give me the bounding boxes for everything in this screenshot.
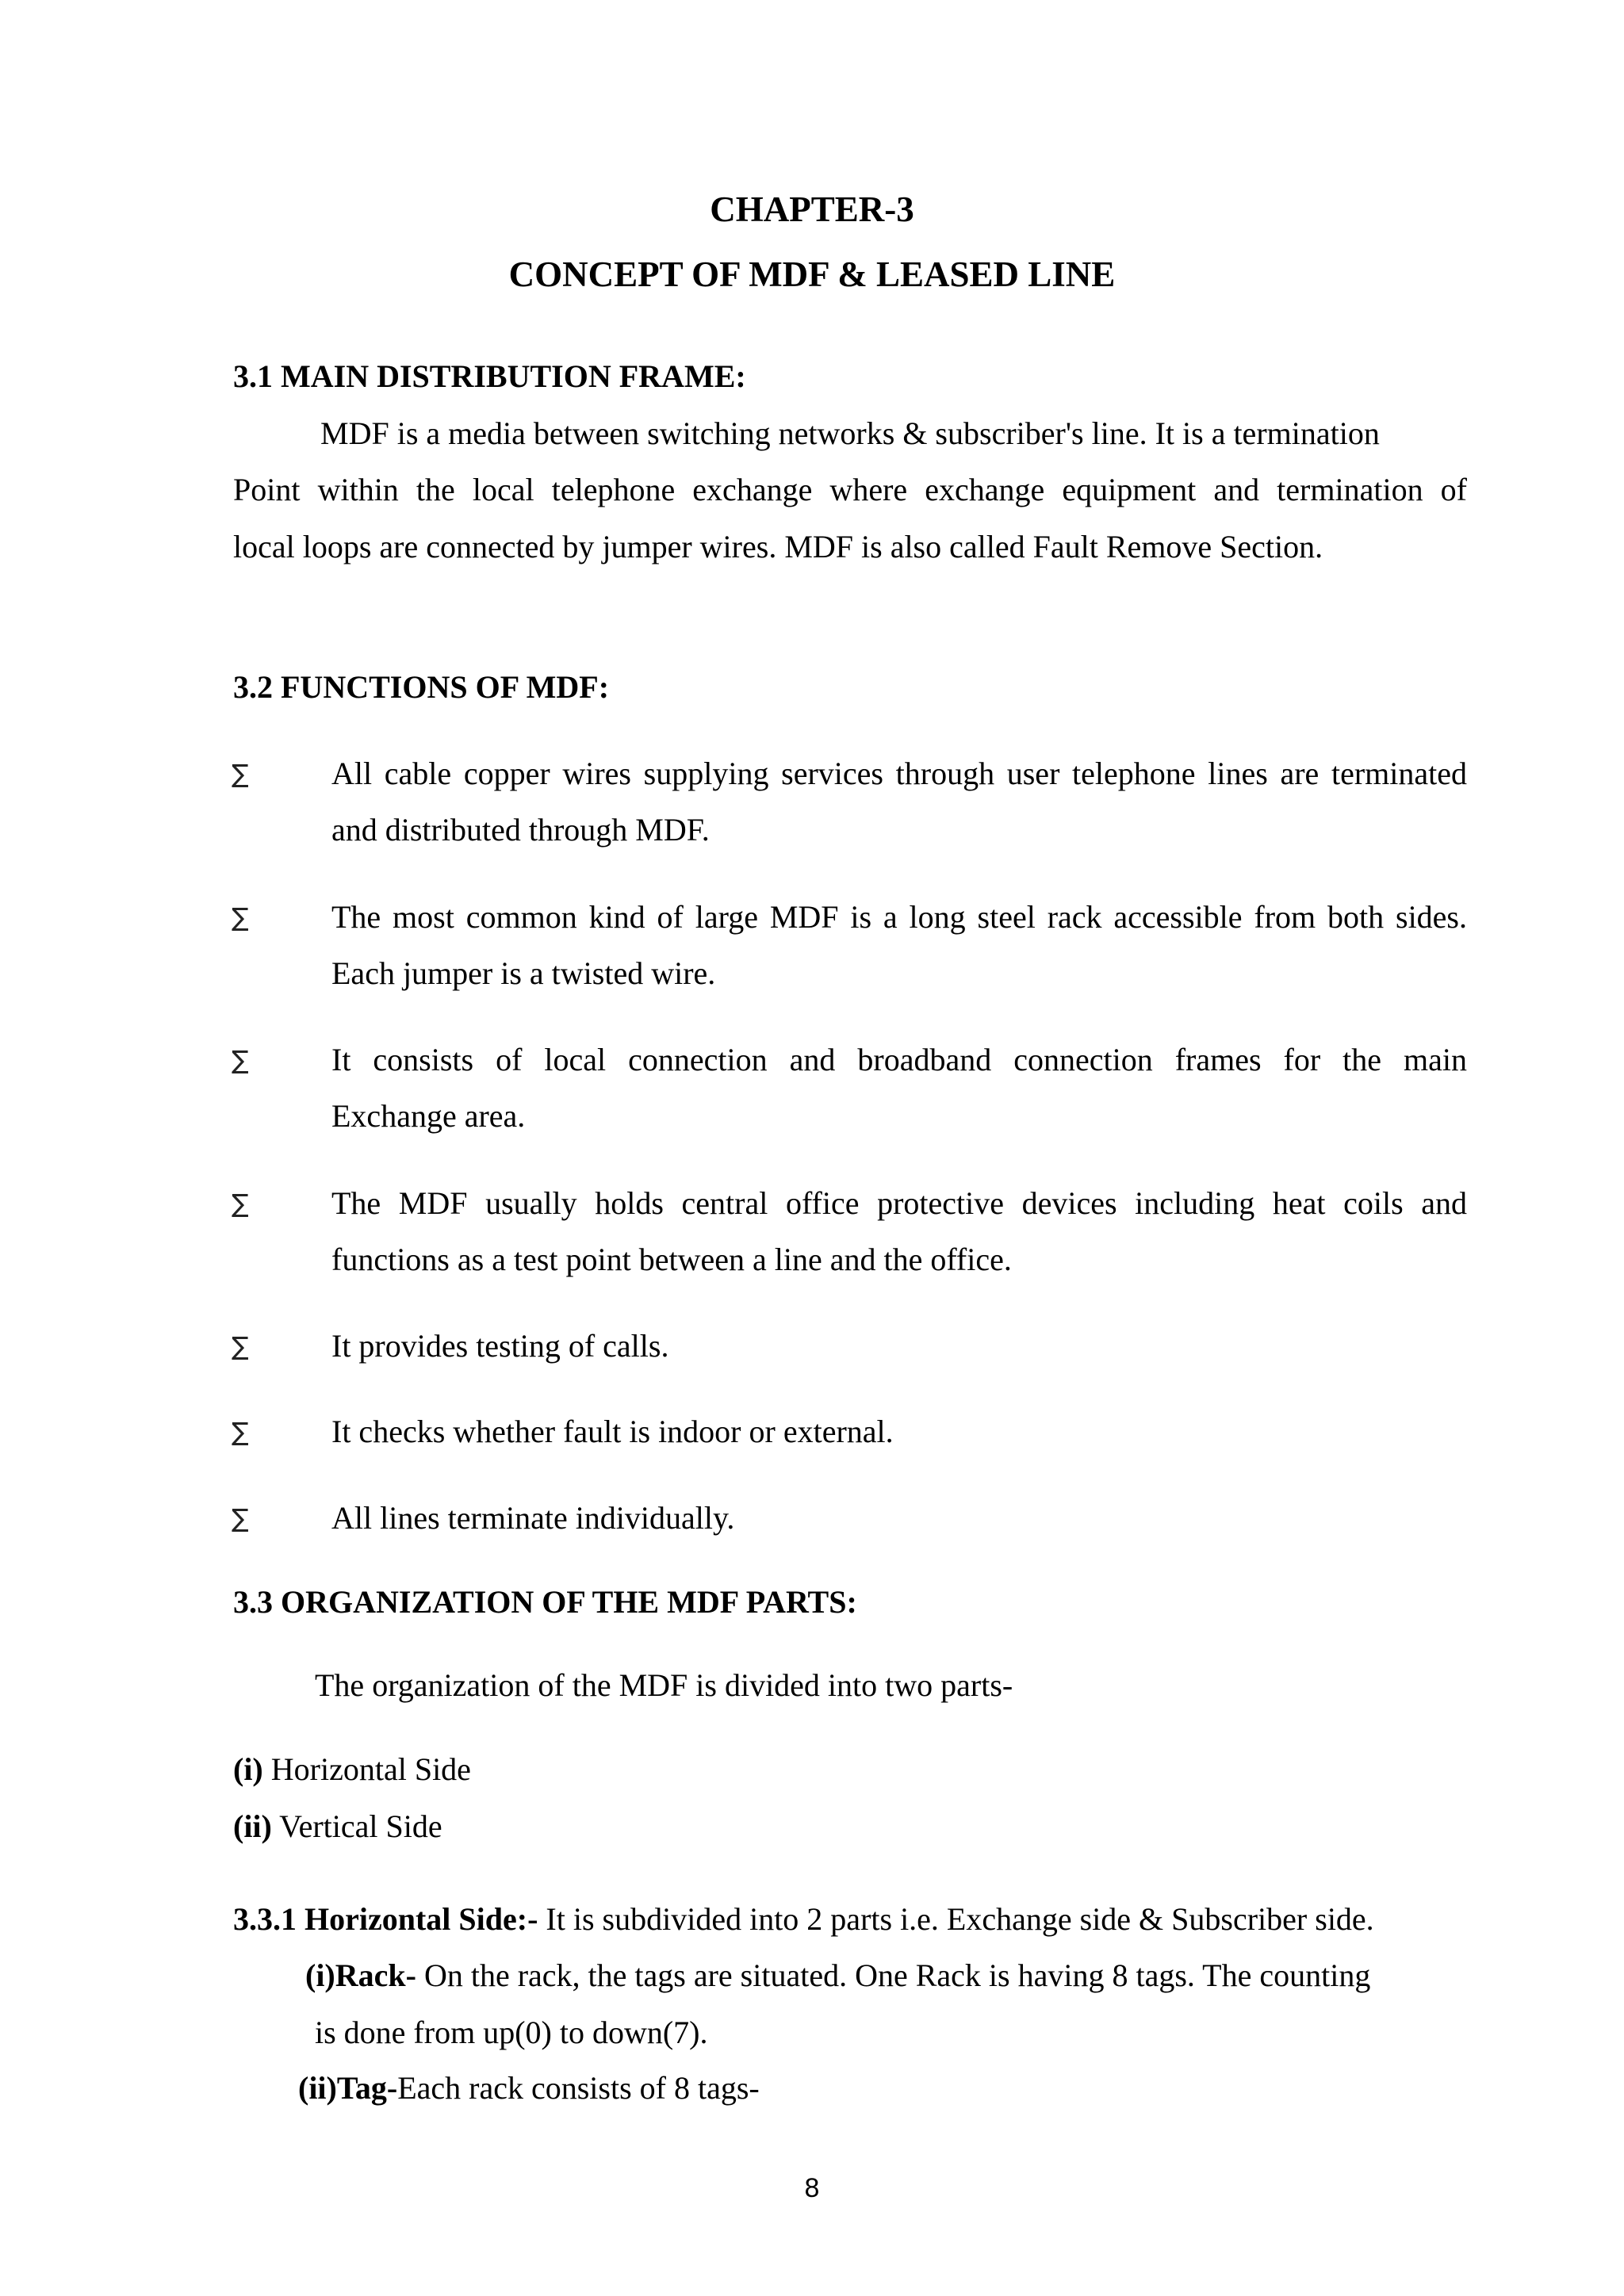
paragraph-line: MDF is a media between switching networks & subscriber's line. It is a termination [320, 415, 1380, 451]
part-marker: (i) [233, 1751, 263, 1787]
paragraph-line: local loops are connected by jumper wires. MDF is also called Fault Remove Section. [233, 529, 1323, 564]
paragraph-line: Point within the local telephone exchange where exchange equipment and termination of [233, 472, 1467, 507]
list-item-line: functions as a test point between a line and the office. [331, 1242, 1012, 1277]
section-3-3-1-text: It is subdivided into 2 parts i.e. Exchange side & Subscriber side. [538, 1901, 1374, 1937]
rack-label: (i)Rack- [305, 1957, 416, 1993]
list-item-line: It checks whether fault is indoor or external. [331, 1414, 894, 1449]
rack-item [305, 1957, 1371, 1993]
sum-symbol-icon: ∑ [232, 902, 249, 932]
part-text: Horizontal Side [262, 1751, 471, 1787]
list-item-line: It provides testing of calls. [331, 1328, 669, 1364]
list-item-line: Each jumper is a twisted wire. [331, 955, 716, 991]
tag-item [298, 2072, 760, 2104]
list-item-line: and distributed through MDF. [331, 812, 710, 848]
list-item-line: All lines terminate individually. [331, 1500, 735, 1536]
tag-label: (ii)Tag- [298, 2070, 398, 2106]
list-item-line: All cable copper wires supplying services through user telephone lines are terminated [331, 756, 1467, 791]
sum-symbol-icon: ∑ [232, 1417, 249, 1447]
section-3-3-1 [233, 1901, 1374, 1937]
part-marker: (ii) [233, 1808, 272, 1844]
rack-text: On the rack, the tags are situated. One Rack is having 8 tags. The counting [416, 1957, 1371, 1993]
list-item-line: The most common kind of large MDF is a long steel rack accessible from both sides. [331, 899, 1467, 935]
list-item-line: It consists of local connection and broadband connection frames for the main [331, 1042, 1467, 1077]
list-item-line: The MDF usually holds central office protective devices including heat coils and [331, 1185, 1467, 1221]
sum-symbol-icon: ∑ [232, 1503, 249, 1533]
section-3-3-1-heading: 3.3.1 Horizontal Side:- [233, 1901, 538, 1937]
sum-symbol-icon: ∑ [232, 1188, 249, 1219]
section-3-3-intro: The organization of the MDF is divided into two parts- [315, 1667, 1013, 1703]
chapter-title: CONCEPT OF MDF & LEASED LINE [508, 254, 1116, 294]
sum-symbol-icon: ∑ [232, 759, 249, 789]
sum-symbol-icon: ∑ [232, 1331, 249, 1361]
tag-text: Each rack consists of 8 tags- [397, 2070, 760, 2106]
part-text: Vertical Side [271, 1808, 442, 1844]
section-3-3-heading: 3.3 ORGANIZATION OF THE MDF PARTS: [233, 1584, 857, 1620]
rack-text-continuation: is done from up(0) to down(7). [315, 2015, 708, 2050]
sum-symbol-icon: ∑ [232, 1045, 249, 1075]
page-number: 8 [804, 2173, 820, 2203]
section-3-1-heading: 3.1 MAIN DISTRIBUTION FRAME: [233, 358, 746, 394]
section-3-2-heading: 3.2 FUNCTIONS OF MDF: [233, 669, 610, 705]
chapter-label: CHAPTER-3 [710, 189, 914, 229]
part-vertical-side [233, 1808, 442, 1844]
part-horizontal-side [233, 1751, 471, 1787]
list-item-line: Exchange area. [331, 1098, 526, 1134]
